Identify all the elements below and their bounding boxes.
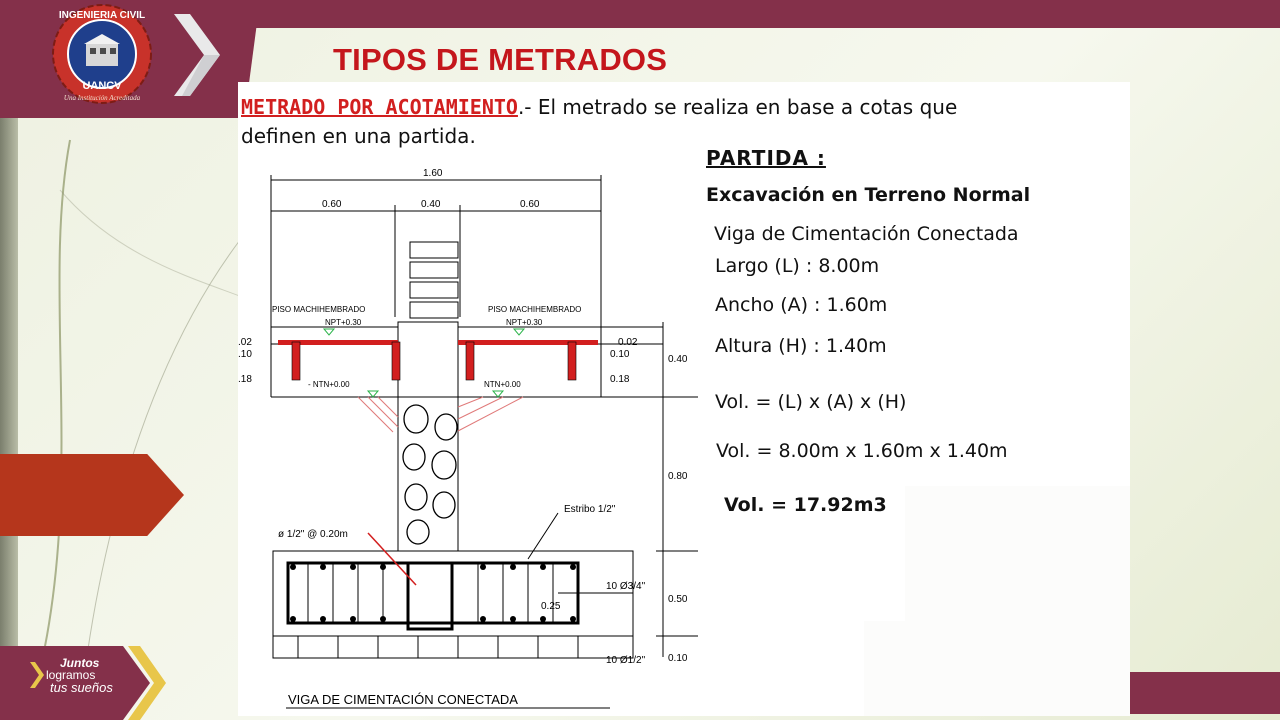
ntn-left: - NTN+0.00 — [308, 380, 350, 389]
slogan-line-1: Juntos — [60, 656, 100, 670]
slogan-line-3: tus sueños — [50, 680, 113, 695]
logo-top-text: INGENIERIA CIVIL — [58, 10, 146, 21]
inner-dim-label: 0.25 — [541, 601, 561, 612]
slogan-line-2: logramos — [46, 668, 96, 682]
partida-altura: Altura (H) : 1.40m — [715, 335, 887, 357]
height-050: 0.50 — [668, 594, 688, 605]
stirrup-label: Estribo 1/2" — [564, 504, 616, 515]
right-dim-018: 0.18 — [610, 374, 630, 385]
orange-arrow-tab — [0, 454, 184, 536]
soil-hatch — [358, 397, 523, 432]
cyclopean-stones — [403, 405, 457, 544]
header-chevron-icon — [174, 14, 220, 96]
partida-element: Viga de Cimentación Conectada — [714, 223, 1019, 245]
white-patch-1 — [905, 486, 1130, 621]
logo-motto: Una Institución Acreditada — [63, 94, 141, 102]
height-080: 0.80 — [668, 471, 688, 482]
page-title: TIPOS DE METRADOS — [333, 42, 668, 77]
drawing-caption: VIGA DE CIMENTACIÓN CONECTADA — [288, 692, 518, 707]
npt-right: NPT+0.30 — [506, 318, 543, 327]
stirrup-spacing-label: ø 1/2" @ 0.20m — [278, 529, 348, 540]
height-040: 0.40 — [668, 354, 688, 365]
left-dim-18: .18 — [238, 374, 252, 385]
partida-substitution: Vol. = 8.00m x 1.60m x 1.40m — [716, 440, 1008, 462]
top-bars-label: 10 Ø3/4" — [606, 581, 646, 592]
logo-bottom-text: UANCV — [82, 80, 122, 92]
partida-formula: Vol. = (L) x (A) x (H) — [715, 391, 907, 413]
left-dim-10: .10 — [238, 349, 252, 360]
intro-term: METRADO POR ACOTAMIENTO — [241, 95, 518, 119]
height-010: 0.10 — [668, 653, 688, 664]
lean-concrete — [273, 636, 633, 658]
background-swirl — [0, 100, 260, 720]
dim-center: 0.40 — [421, 199, 441, 210]
dim-total-width: 1.60 — [423, 168, 443, 179]
slogan-chevron-icon — [128, 646, 166, 720]
partida-ancho: Ancho (A) : 1.60m — [715, 294, 888, 316]
floor-finish-right — [458, 340, 598, 345]
slogan-small-chevron-icon — [30, 662, 44, 688]
partida-heading: PARTIDA : — [706, 146, 826, 170]
top-maroon-band — [255, 0, 1280, 28]
beam-rebar-cage — [288, 563, 578, 623]
university-logo — [50, 4, 154, 108]
intro-description-2: definen en una partida. — [241, 124, 476, 148]
left-dim-02: .02 — [238, 337, 252, 348]
ntn-right: NTN+0.00 — [484, 380, 521, 389]
right-dim-002: 0.02 — [618, 337, 638, 348]
partida-largo: Largo (L) : 8.00m — [715, 255, 880, 277]
intro-line-1 — [241, 95, 957, 119]
floor-label-right: PISO MACHIHEMBRADO — [488, 305, 582, 314]
column-block — [410, 242, 458, 258]
intro-description-1: .- El metrado se realiza en base a cotas que — [517, 95, 958, 119]
partida-result: Vol. = 17.92m3 — [724, 494, 887, 516]
foundation-beam-drawing — [238, 157, 708, 716]
bottom-bars-label: 10 Ø1/2" — [606, 655, 646, 666]
white-patch-2 — [864, 621, 1130, 716]
bottom-right-maroon-band — [1130, 672, 1280, 714]
dim-right: 0.60 — [520, 199, 540, 210]
dim-left: 0.60 — [322, 199, 342, 210]
partida-name: Excavación en Terreno Normal — [706, 184, 1031, 206]
npt-left: NPT+0.30 — [325, 318, 362, 327]
floor-label-left: PISO MACHIHEMBRADO — [272, 305, 366, 314]
right-dim-010: 0.10 — [610, 349, 630, 360]
